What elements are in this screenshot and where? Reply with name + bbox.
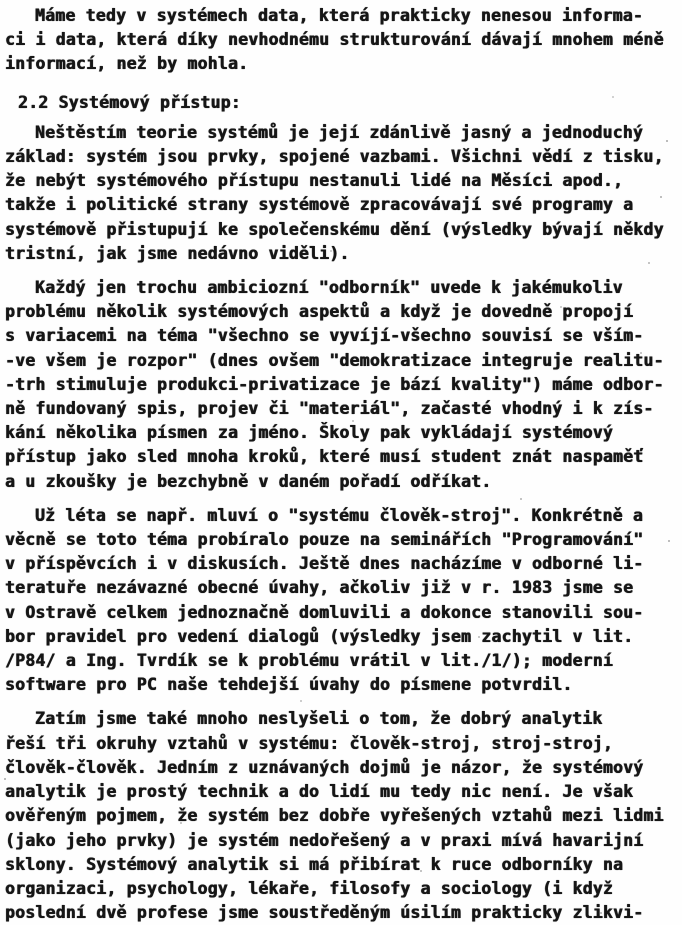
text-line: teratuře nezávazné obecné úvahy, ačkoliv již v r. 1983 jsme se	[5, 578, 634, 598]
text-line: organizaci, psychology, lékaře, filosofy a sociology (i když	[5, 878, 614, 898]
text-line: analytik je prostý technik a do lidí mu tedy nic není. Je však	[5, 782, 634, 802]
document-content	[5, 4, 674, 925]
text-line: základ: systém jsou prvky, spojené vazbami. Všichni vědí z tisku,	[5, 147, 664, 167]
text-line: Zatím jsme také mnoho neslyšeli o tom, že dobrý analytik	[35, 709, 603, 729]
text-line: -trh stimuluje produkci-privatizace je bází kvality") máme odbor-	[5, 374, 664, 394]
text-line: přístup jako sled mnoha kroků, které musí student znát naspaměť	[5, 447, 644, 467]
scan-noise	[0, 0, 2, 2]
section-heading	[18, 91, 674, 115]
paragraph	[5, 707, 674, 925]
paragraph	[5, 276, 674, 494]
heading-text-line: 2.2 Systémový přístup:	[18, 92, 241, 112]
paragraph	[5, 121, 674, 266]
text-line: člověk-člověk. Jedním z uznávaných dojmů je názor, že systémový	[5, 757, 644, 777]
text-line: tristní, jak jsme nedávno viděli).	[5, 243, 350, 263]
text-line: problému několik systémových aspektů a když je dovedně propojí	[5, 302, 634, 322]
text-line: že nebýt systémového přístupu nestanuli lidé na Měsíci apod.,	[5, 171, 624, 191]
text-line: věcně se toto téma probíralo pouze na seminářích "Programování"	[5, 530, 644, 550]
text-line: ověřeným pojmem, že systém bez dobře vyřešených vztahů mezi lidmi	[5, 806, 664, 826]
text-line: bor pravidel pro vedení dialogů (výsledky jsem zachytil v lit.	[5, 626, 634, 646]
text-line: Neštěstím teorie systémů je její zdánlivě jasný a jednoduchý	[35, 122, 644, 142]
text-line: -ve všem je rozpor" (dnes ovšem "demokratizace integruje realitu-	[5, 350, 664, 370]
text-line: takže i politické strany systémově zpracovávají své programy a	[5, 195, 634, 215]
text-line: Máme tedy v systémech data, která prakticky nenesou informa-	[35, 6, 644, 25]
text-line: řeší tři okruhy vztahů v systému: člověk-stroj, stroj-stroj,	[5, 733, 614, 753]
text-line: s variacemi na téma "všechno se vyvíjí-všechno souvisí se vším-	[5, 326, 644, 346]
text-line: /P84/ a Ing. Tvrdík se k problému vrátil v lit./1/); moderní	[5, 651, 614, 671]
text-line: poslední dvě profese jsme soustředěným úsilím prakticky zlikvi-	[5, 903, 644, 923]
text-line: informací, než by mohla.	[5, 54, 249, 74]
text-line: v příspěvcích i v diskusích. Ještě dnes nacházíme v odborné li-	[5, 554, 644, 574]
text-line: systémově přistupují ke společenskému dění (výsledky bývají někdy	[5, 219, 664, 239]
paragraph	[5, 4, 674, 77]
text-line: kání několika písmen za jméno. Školy pak vykládají systémový	[5, 423, 614, 443]
text-line: ci i data, která díky nevhodnému strukturování dávají mnohem méně	[5, 30, 664, 50]
text-line: Už léta se např. mluví o "systému člověk-stroj". Konkrétně a	[35, 505, 644, 525]
text-line: v Ostravě celkem jednoznačně domluvili a dokonce stanovili sou-	[5, 602, 644, 622]
text-line: ně fundovaný spis, projev či "materiál", začasté vhodný i k zís-	[5, 399, 654, 419]
text-line: (jako jeho prvky) je systém nedořešený a v praxi mívá havarijní	[5, 830, 644, 850]
text-line: a u zkoušky je bezchybně v daném pořadí odříkat.	[5, 471, 492, 491]
text-line: sklony. Systémový analytik si má přibírat k ruce odborníky na	[5, 854, 624, 874]
text-line: software pro PC naše tehdejší úvahy do písmene potvrdil.	[5, 675, 573, 695]
text-line: Každý jen trochu ambiciozní "odborník" uvede k jakémukoliv	[35, 278, 623, 298]
paragraph	[5, 504, 674, 698]
